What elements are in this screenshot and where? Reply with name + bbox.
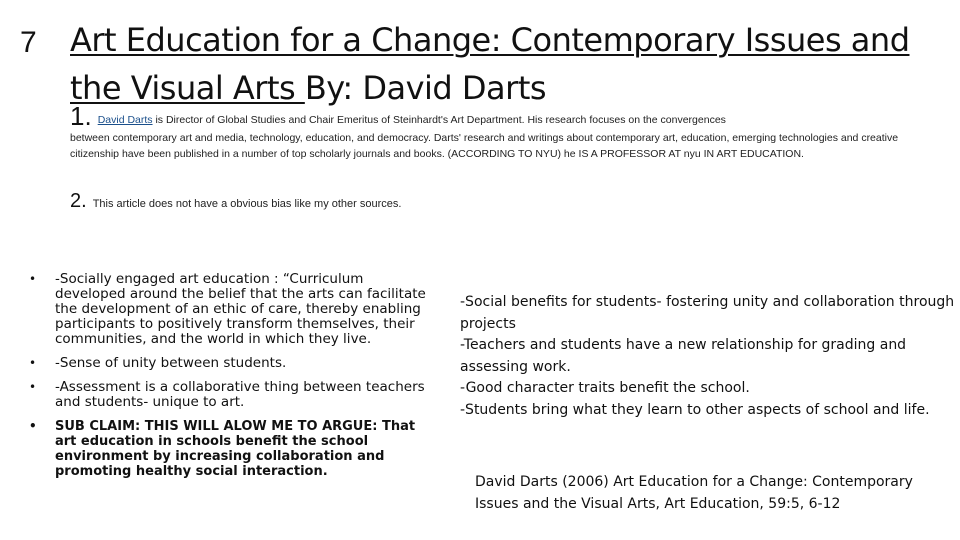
point-two-text: This article does not have a obvious bias like my other sources. — [92, 198, 402, 210]
point-one-text-continued: between contemporary art and media, technology, education, and democracy. Darts' research and writings about contemporary art, education, emerging technologies and creative citizenship have been published in a number of top scholarly journals and books. (ACCORDING TO NYU) he IS A PROFESSOR AT nyu IN ART EDUCATION. — [70, 132, 899, 160]
slide-number: 7 — [20, 26, 37, 59]
benefit-line: -Good character traits benefit the school. — [460, 380, 750, 396]
title-text: Art Education for a Change: Contemporary Issues and the Visual Arts — [70, 21, 910, 107]
list-item: • -Socially engaged art education : “Curriculum developed around the belief that the arts can facilitate the development of an ethic of care, thereby enabling participants to positively transform themselves, their communities, and the world in which they live. — [25, 272, 435, 347]
benefit-line: -Students bring what they learn to other aspects of school and life. — [460, 401, 930, 418]
point-one — [70, 101, 920, 162]
point-two — [70, 190, 401, 213]
author-link[interactable]: David Darts — [97, 114, 153, 126]
list-item: • -Assessment is a collaborative thing between teachers and students- unique to art. — [25, 380, 435, 410]
point-one-number: 1. — [70, 101, 92, 131]
benefit-line: -Teachers and students have a new relationship for grading and assessing work. — [460, 337, 907, 375]
title-byline: By: David Darts — [304, 69, 547, 107]
point-two-number: 2. — [70, 190, 87, 212]
list-item: • -Sense of unity between students. — [25, 356, 435, 371]
slide-title — [70, 16, 930, 112]
point-one-text: is Director of Global Studies and Chair Emeritus of Steinhardt's Art Department. His research focuses on the convergences — [152, 114, 726, 126]
benefit-line: -Social benefits for students- fostering unity and collaboration through projects — [460, 294, 955, 332]
benefits-text — [460, 292, 955, 421]
claims-list — [25, 272, 435, 488]
sub-claim-item: • SUB CLAIM: THIS WILL ALOW ME TO ARGUE: That art education in schools benefit the school environment by increasing collaboration and promoting healthy social interaction. — [25, 419, 435, 479]
citation: David Darts (2006) Art Education for a Change: Contemporary Issues and the Visual Arts, Art Education, 59:5, 6-12 — [475, 474, 913, 512]
